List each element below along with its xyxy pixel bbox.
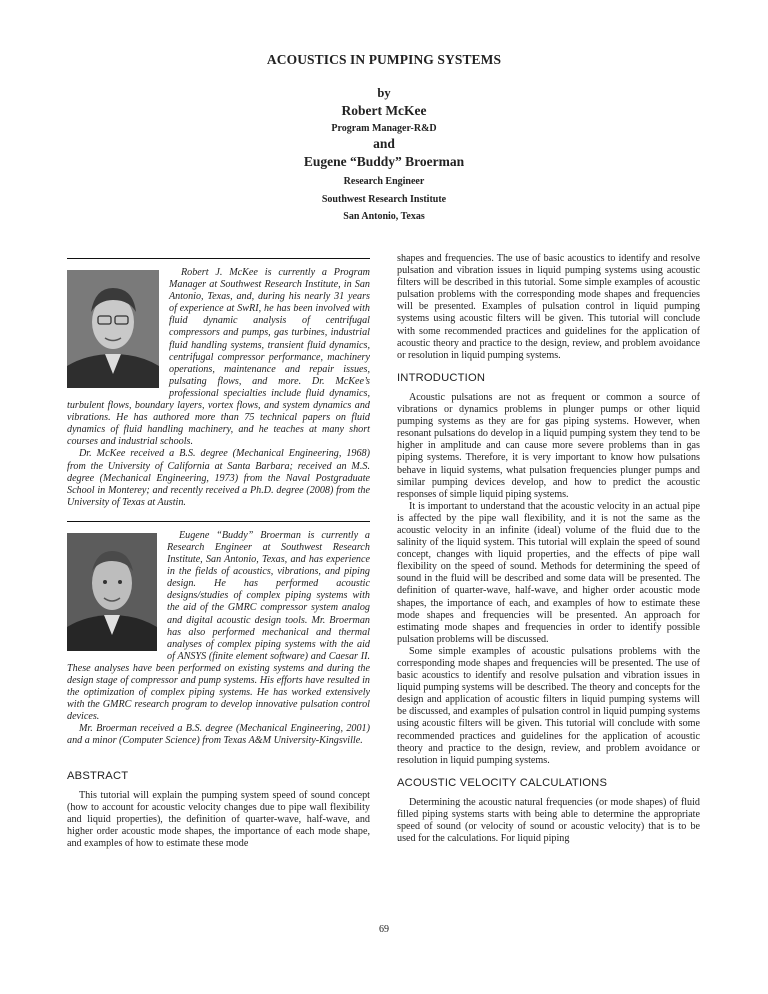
body-paragraph: Some simple examples of acoustic pulsations problems with the corresponding mode shapes and frequencies will be presented. The use of basic acoustics to identify and resolve pulsation and vibration issues in liquid pumping systems will be described. The theory and concepts for the design and application of acoustic filters in liquid pumping systems will be discussed, and examples of pulsation control in liquid pumping systems using acoustic filters will be given. This tutorial will conclude with some recommended practices and guidelines for the application of acoustic theory and practice to the design, review, and problem avoidance or resolution in liquid pumping systems. <box>397 645 700 766</box>
and-line: and <box>373 136 395 151</box>
institution: Southwest Research Institute <box>321 194 447 205</box>
divider <box>67 521 370 522</box>
bio-paragraph: Dr. McKee received a B.S. degree (Mechanical Engineering, 1968) from the University of California at Santa Barbara; received an M.S. degree (Mechanical Engineering, 1973) from the Naval Postgraduate School in Monterey; and recently received a Ph.D. degree (2008) from the University of Texas at Austin. <box>67 448 370 508</box>
bio-paragraph: Robert J. McKee is currently a Program Manager at Southwest Research Institute, in San Antonio, Texas, and, during his nearly 31 years of experience at SwRI, he has been involved with fluid dynamic analysis of centrifugal compressors and pumps, gas turbines, industrial fluid handling systems, transient fluid dynamics, centrifugal compressor performance, machinery operations, maintenance and repair issues, pulsating flows, and more. Dr. McKee’s professional specialties include fluid dynamics, turbulent flows, boundary layers, vortex flows, and system dynamics and vibrations. He has authored more than 75 technical papers on fluid dynamics of fluid handling machinery, and he teaches at many short courses and industrial schools. <box>67 267 370 448</box>
body-paragraph: It is important to understand that the acoustic velocity in an actual pipe is affected by the pipe wall flexibility, and it is not the same as the acoustic velocity in an infinite (ideal) volume of the fluid due to the salinity of the liquid system. This tutorial will explain the speed of sound concept, changes with liquid properties, and the effects of pipe wall flexibility on the speed of sound. Methods for determining the speed of sound in the fluid will be described and some data will be presented. The definition of quarter-wave, half-wave, and higher order acoustic mode shapes, the importance of each, and examples of how to estimate these mode shapes and frequencies will be presented. An approach for estimating mode shapes and frequencies in order to identify possible pulsation problems will be discussed. <box>397 500 700 645</box>
section-heading: INTRODUCTION <box>397 371 486 384</box>
body-paragraph: Acoustic pulsations are not as frequent or common a source of vibrations or dynamics problems in plunger pumps or other liquid pumping systems as they are for gas piping systems. However, when resonant pulsations do develop in a liquid pumping system they tend to be higher in amplitude and can cause more severe problems than in gas piping systems. Therefore, it is very important to know how pulsations behave in liquid systems, what pulsation frequencies plunger pumps and similar pumping devices develop, and how to predict the acoustic responses of simple liquid piping systems. <box>397 391 700 500</box>
section-heading: ABSTRACT <box>67 769 129 782</box>
left-column <box>67 258 370 850</box>
divider <box>67 258 370 259</box>
by-line: by <box>377 86 391 100</box>
body-paragraph: Determining the acoustic natural frequencies (or mode shapes) of fluid filled piping systems starts with being able to determine the appropriate speed of sound (or velocity of sound or acoustic velocity) that is to be used for the calculations. For liquid piping <box>397 796 700 845</box>
author-role: Research Engineer <box>343 176 425 187</box>
abstract-paragraph: This tutorial will explain the pumping system speed of sound concept (how to account for acoustic velocity changes due to pipe wall flexibility and liquid properties), the definition of quarter-wave, half-wave, and higher order acoustic mode shapes, the importance of each mode shape, and examples of how to estimate these mode <box>67 789 370 850</box>
location: San Antonio, Texas <box>343 211 425 222</box>
author-photo <box>67 533 157 651</box>
author-bio <box>67 530 370 748</box>
author-name: Eugene “Buddy” Broerman <box>303 154 465 169</box>
bio-paragraph: Mr. Broerman received a B.S. degree (Mechanical Engineering, 2001) and a minor (Computer Science) from Texas A&M University-Kingsville. <box>67 723 370 747</box>
author-bio <box>67 267 370 509</box>
author-photo <box>67 270 159 388</box>
page-number: 69 <box>379 924 389 935</box>
bio-paragraph: Eugene “Buddy” Broerman is currently a Research Engineer at Southwest Research Institute, San Antonio, Texas, and has experience in the fields of acoustics, vibrations, and piping design. He has performed acoustic designs/studies of complex piping systems with the aid of the GMRC compressor system analog and digital acoustic design tools. Mr. Broerman has also performed mechanical and thermal analyses of complex piping systems with the aid of ANSYS (finite element software) and Caesar II. These analyses have been performed on existing systems and during the design stage of compressor and pump systems. His efforts have resulted in the optimization of complex piping systems. He has worked extensively with the GMRC research program to develop innovative pulsation control devices. <box>67 529 370 723</box>
author-role: Program Manager-R&D <box>331 123 437 134</box>
right-column <box>397 253 700 845</box>
author-name: Robert McKee <box>341 103 427 118</box>
section-heading: ACOUSTIC VELOCITY CALCULATIONS <box>397 776 608 789</box>
paper-title: ACOUSTICS IN PUMPING SYSTEMS <box>266 52 502 67</box>
body-paragraph: shapes and frequencies. The use of basic acoustics to identify and resolve pulsation and vibration issues in liquid pumping systems using acoustic filters will be described in this tutorial. Some simple examples of acoustic pulsation problems with the corresponding mode shapes and frequencies will be presented. Examples of pulsation control in liquid pumping systems using acoustic filters will be given. This tutorial will conclude with some recommended practices and guidelines for the application of acoustic theory and practice to the design, review, and problem avoidance or resolution in liquid pumping systems. <box>397 253 700 361</box>
